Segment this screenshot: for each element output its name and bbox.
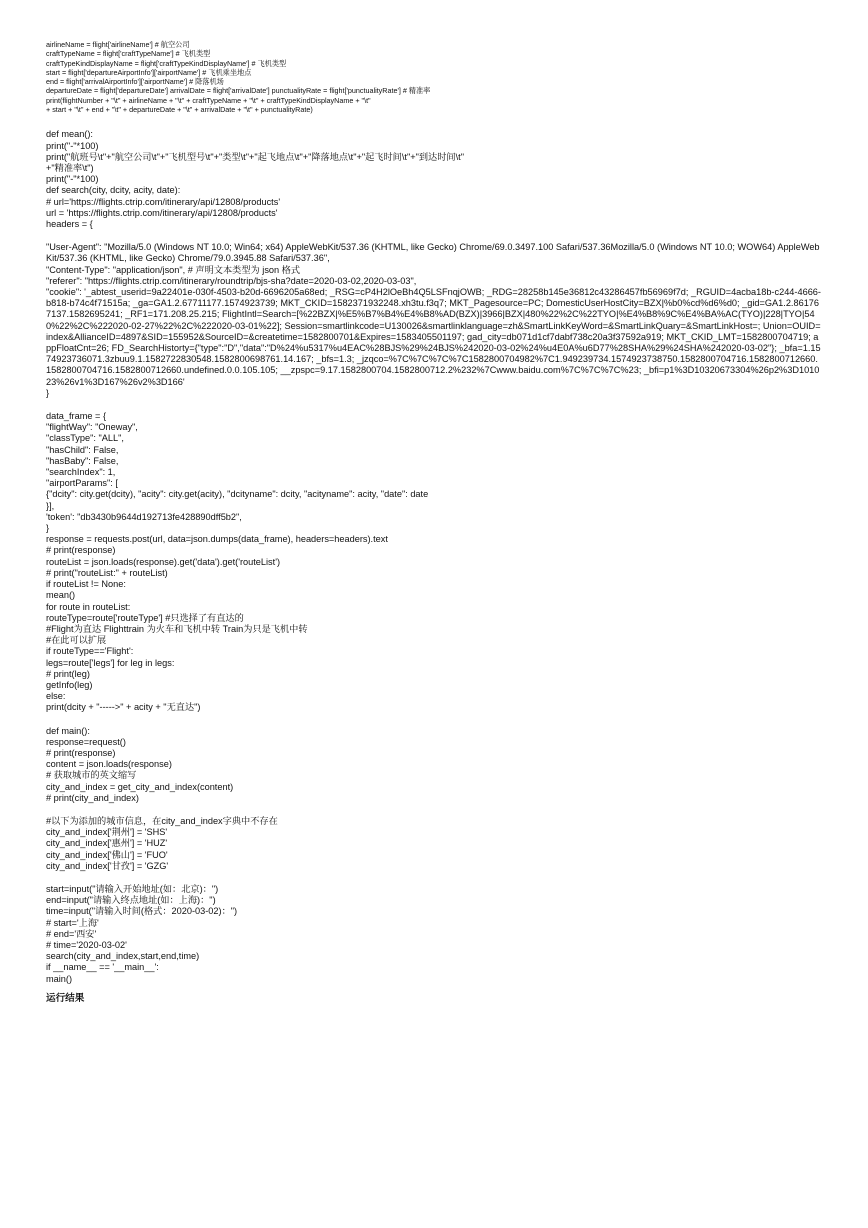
code-line: }	[46, 523, 50, 534]
code-line: # 获取城市的英文缩写	[46, 770, 137, 781]
code-line: print("航班号\t"+"航空公司\t"+"飞机型号\t"+"类型\t"+"起飞地点\t"+"降落地点\t"+"起飞时间\t"+"到达时间\t"	[46, 151, 464, 162]
code-line: print("-"*100)	[46, 140, 99, 151]
code-line: mean()	[46, 590, 76, 601]
code-line: city_and_index['佛山'] = 'FUO'	[46, 849, 168, 860]
code-line: print(flightNumber + "\t" + airlineName + "\t" + craftTypeName + "\t" + craftTypeKindDisplayName + "\t"	[46, 95, 371, 105]
code-line: "searchIndex": 1,	[46, 467, 116, 478]
code-line: if __name__ == '__main__':	[46, 962, 159, 973]
code-line: # print("routeList:" + routeList)	[46, 567, 168, 578]
code-line: 'token': "db3430b9644d192713fe428890dff5b2",	[46, 511, 242, 522]
code-line: # print(response)	[46, 545, 116, 556]
code-line: for route in routeList:	[46, 601, 131, 612]
code-line: "airportParams": [	[46, 478, 118, 489]
code-line: }	[46, 387, 50, 398]
code-line: "hasChild": False,	[46, 444, 119, 455]
code-line: getInfo(leg)	[46, 679, 93, 690]
code-line: departureDate = flight['departureDate'] arrivalDate = flight['arrivalDate'] punctualityRate = flight['punctualityRate'] # 精准率	[46, 86, 431, 96]
code-line: routeList = json.loads(response).get('data').get('routeList')	[46, 556, 281, 567]
code-line: start = flight['departureAirportInfo']['airportName'] # 飞机乘坐地点	[46, 67, 252, 77]
code-line: response=request()	[46, 736, 126, 747]
code-line: city_and_index['荆州'] = 'SHS'	[46, 827, 168, 838]
main-code-block	[46, 726, 822, 804]
code-line: "classType": "ALL",	[46, 433, 124, 444]
code-line: data_frame = {	[46, 411, 107, 422]
code-line: # start='上海'	[46, 917, 99, 928]
code-line: content = json.loads(response)	[46, 759, 172, 770]
code-line: +"精准率\t")	[46, 162, 94, 173]
code-line: # url='https://flights.ctrip.com/itinerary/api/12808/products'	[46, 196, 281, 207]
city-add-code-block	[46, 816, 822, 872]
document-page	[46, 40, 822, 1005]
code-line: city_and_index['惠州'] = 'HUZ'	[46, 838, 168, 849]
result-heading: 运行结果	[46, 992, 85, 1004]
code-line: url = 'https://flights.ctrip.com/itinerary/api/12808/products'	[46, 207, 278, 218]
code-line: city_and_index['甘孜'] = 'GZG'	[46, 860, 169, 871]
code-line: def search(city, dcity, acity, date):	[46, 185, 181, 196]
code-line: legs=route['legs'] for leg in legs:	[46, 657, 175, 668]
input-code-block	[46, 884, 822, 985]
code-line: "hasBaby": False,	[46, 455, 119, 466]
code-line: def mean():	[46, 129, 93, 140]
code-line: search(city_and_index,start,end,time)	[46, 951, 200, 962]
code-line: routeType=route['routeType'] #只选择了有直达的	[46, 612, 244, 623]
data-frame-code-block	[46, 411, 822, 713]
code-line: "referer": "https://flights.ctrip.com/itinerary/roundtrip/bjs-sha?date=2020-03-02,2020-03-03",	[46, 275, 417, 286]
flight-info-code-block	[46, 40, 822, 114]
code-line: if routeType=='Flight':	[46, 646, 134, 657]
headers-code-block	[46, 242, 822, 399]
mean-search-code-block	[46, 129, 822, 230]
code-line: start=input("请输入开始地址(如：北京)：")	[46, 883, 219, 894]
code-line: craftTypeName = flight['craftTypeName'] # 飞机类型	[46, 49, 211, 59]
code-line: #以下为添加的城市信息，在city_and_index字典中不存在	[46, 815, 278, 826]
code-line: time=input("请输入时间(格式：2020-03-02)：")	[46, 906, 238, 917]
code-line: #Flight为直达 Flighttrain 为火车和飞机中转 Train为只是飞机中转	[46, 623, 308, 634]
code-line: #在此可以扩展	[46, 635, 107, 646]
code-line: # print(response)	[46, 747, 116, 758]
code-line: airlineName = flight['airlineName'] # 航空公司	[46, 40, 190, 49]
code-line: def main():	[46, 725, 90, 736]
code-line: # print(city_and_index)	[46, 792, 139, 803]
code-line: response = requests.post(url, data=json.dumps(data_frame), headers=headers).text	[46, 534, 388, 545]
code-line: headers = {	[46, 219, 93, 229]
code-line: end = flight['arrivalAirportInfo']['airportName'] # 降落机场	[46, 77, 224, 87]
code-line: "flightWay": "Oneway",	[46, 422, 138, 433]
code-line: # time='2020-03-02'	[46, 939, 127, 950]
code-line: "User-Agent": "Mozilla/5.0 (Windows NT 10.0; Win64; x64) AppleWebKit/537.36 (KHTML, like Gecko) Chrome/69.0.3497.100 Safari/537.36Mozilla/5.0 (Windows NT 10.0; WOW64) AppleWebKit/537.36 (KHTML, like Gecko) Chrome/79.0.3945.88 Safari/537.36",	[46, 242, 820, 264]
code-line: else:	[46, 691, 66, 702]
code-line: # print(leg)	[46, 668, 90, 679]
code-line: craftTypeKindDisplayName = flight['craftTypeKindDisplayName'] # 飞机类型	[46, 58, 287, 68]
code-line: {"dcity": city.get(dcity), "acity": city.get(acity), "dcityname": dcity, "acityname": acity, "date": date	[46, 489, 429, 500]
code-line: if routeList != None:	[46, 579, 126, 590]
code-line: }],	[46, 500, 55, 511]
code-line: main()	[46, 973, 73, 984]
code-line: city_and_index = get_city_and_index(content)	[46, 781, 234, 792]
code-line: "Content-Type": "application/json", # 声明文本类型为 json 格式	[46, 264, 301, 275]
code-line: end=input("请输入终点地址(如：上海)：")	[46, 895, 216, 906]
code-line: print(dcity + "----->" + acity + "无直达")	[46, 702, 201, 713]
code-line: # end='西安'	[46, 928, 97, 939]
code-line: print("-"*100)	[46, 174, 99, 185]
code-line: "cookie": '_abtest_userid=9a22401e-030f-4503-b20d-6696205a68ed; _RSG=cP4H2lOeBh4Q5LSFnqjOWB; _RDG=28258b145e36812c43286457fb56969f7d; _RGUID=4acba18b-c244-4666-b818-b74c4f71515a; _ga=GA1.2.67711177.1574923739; MKT_CKID=1582371932248.xh3tu.f3q7; MKT_Pagesource=PC; DomesticUserHostCity=BZX|%b0%cd%d6%d0; _gid=GA1.2.861767137.1582695241; _RF1=171.208.25.215; FlightIntl=Search=[%22BZX|%E5%B7%B4%E4%B8%AD(BZX)|3966|BZX|480%22%2C%22TYO|%E4%B8%9C%E4%BA%AC(TYO)|228|TYO|540%22%2C%222020-02-27%22%2C%222020-03-01%22]; Session=smartlinkcode=U130026&smartlinklanguage=zh&SmartLinkKeyWord=&SmartLinkQuary=&SmartLinkHost=; Union=OUID=index&AllianceID=4897&SID=155952&SourceID=&createtime=1582800701&Expires=1583405501197; gad_city=db071d1cf7dabf738c20a3f37592a919; MKT_CKID_LMT=1582800704719; appFloatCnt=26; FD_SearchHistorty={"type":"D","data":"D%24%u5317%u4EAC%28BJS%29%24BJS%242020-03-02%24%u4E0A%u6D77%28SHA%29%24SHA%242020-03-02"}; _bfa=1.1574923736071.3zbuu9.1.1582722830548.1582800698761.14.167; _bfs=1.3; _jzqco=%7C%7C%7C%7C1582800704982%7C1.949239734.1574923738750.1582800704716.1582800712660.1582800704716.1582800712660.undefined.0.0.105.105; __zpspc=9.17.1582800704.1582800712.2%232%7Cwww.baidu.com%7C%7C%7C%23; _bfi=p1%3D10320673304%26p2%3D101023%26v1%3D167%26v2%3D166'	[46, 287, 821, 387]
code-line: + start + "\t" + end + "\t" + departureDate + "\t" + arrivalDate + "\t" + punctualityRate)	[46, 105, 313, 115]
